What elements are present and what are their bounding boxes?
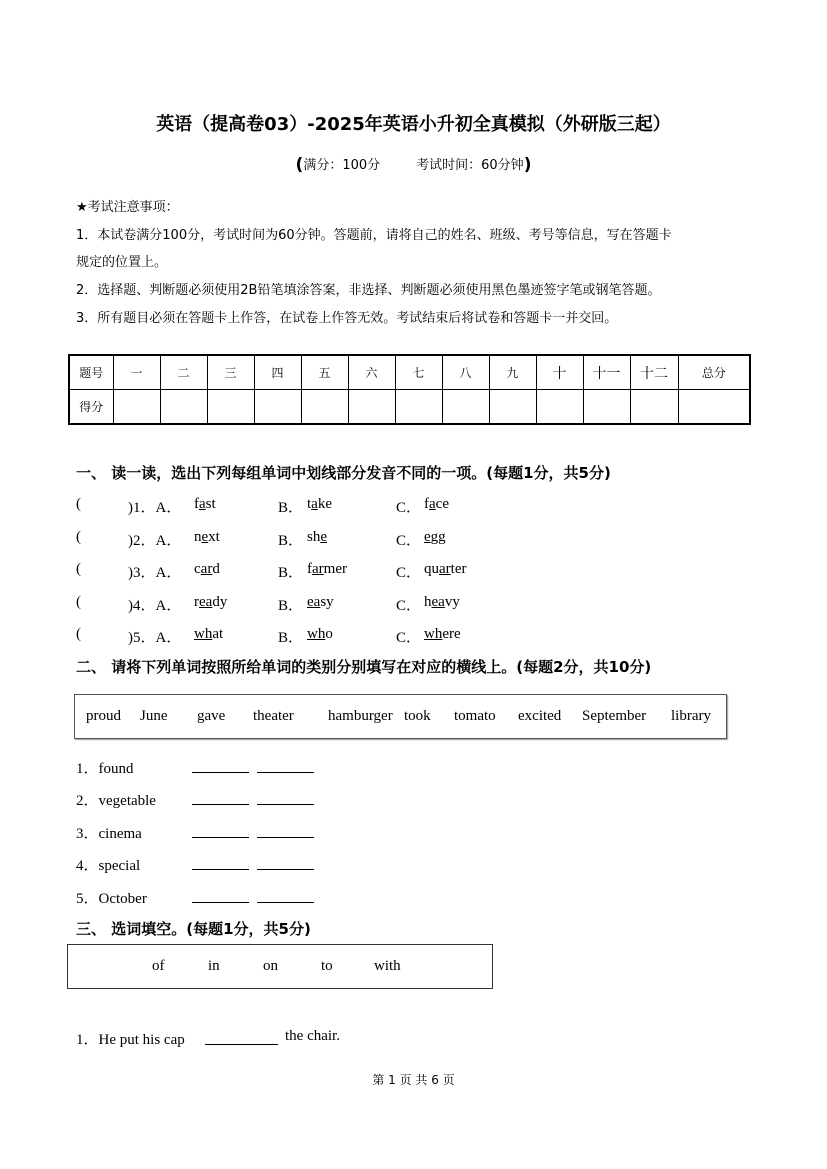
score-cell[interactable]: [207, 390, 254, 425]
option-b: who: [307, 626, 333, 642]
underlined-letters: a: [429, 496, 436, 512]
option-c-label: C．: [396, 565, 422, 581]
score-table-header-row: [69, 355, 750, 390]
row-label: 得分: [69, 390, 113, 425]
word-bank-item: June: [140, 708, 168, 724]
word-bank-item: to: [321, 958, 333, 974]
score-cell[interactable]: [630, 390, 678, 425]
question-number: )3．A．: [128, 565, 182, 581]
notice-item: 3．所有题目必须在答题卡上作答，在试卷上作答无效。考试结束后将试卷和答题卡一并交回。: [76, 311, 618, 326]
word-bank-item: with: [374, 958, 401, 974]
underlined-letters: wh: [424, 626, 443, 642]
answer-paren[interactable]: (: [76, 496, 81, 512]
column-header: 八: [442, 355, 489, 390]
underlined-letters: ea: [307, 594, 321, 610]
answer-blank[interactable]: [192, 902, 249, 903]
section-1-heading: 一、 读一读，选出下列每组单词中划线部分发音不同的一项。(每题1分，共5分): [76, 464, 611, 482]
notice-item: 2．选择题、判断题必须使用2B铅笔填涂答案，非选择、判断题必须使用黑色墨迹签字笔或钢笔答题。: [76, 283, 661, 298]
option-b: easy: [307, 594, 334, 610]
column-header: 七: [395, 355, 442, 390]
word-bank-item: hamburger: [328, 708, 393, 724]
underlined-letters: e: [424, 529, 431, 545]
score-cell[interactable]: [395, 390, 442, 425]
column-header: 十二: [630, 355, 678, 390]
option-b-label: B．: [278, 565, 304, 581]
underlined-letters: e: [320, 529, 328, 545]
full-score: 满分：100分: [303, 158, 381, 173]
answer-paren[interactable]: (: [76, 626, 81, 642]
question-number: )4．A．: [128, 598, 182, 614]
page-number: 第 1 页 共 6 页: [372, 1073, 455, 1087]
option-c: where: [424, 626, 461, 642]
option-b: take: [307, 496, 333, 512]
option-a: fast: [194, 496, 216, 512]
option-c: face: [424, 496, 449, 512]
word-bank-item: took: [404, 708, 431, 724]
answer-blank[interactable]: [257, 804, 314, 805]
column-header: 十: [536, 355, 583, 390]
notice-item: 规定的位置上。: [76, 255, 168, 270]
column-header: 二: [160, 355, 207, 390]
option-c: quarter: [424, 561, 467, 577]
option-c-label: C．: [396, 630, 422, 646]
option-a: next: [194, 529, 220, 545]
underlined-letters: e: [201, 529, 209, 545]
option-a: card: [194, 561, 220, 577]
category-word: 5．October: [76, 891, 147, 907]
score-table-score-row: [69, 390, 750, 425]
exam-info: [0, 154, 827, 175]
answer-blank[interactable]: [192, 837, 249, 838]
word-bank-item: excited: [518, 708, 562, 724]
option-a: what: [194, 626, 224, 642]
answer-blank[interactable]: [205, 1044, 278, 1045]
notice-item: 1．本试卷满分100分，考试时间为60分钟。答题前，请将自己的姓名、班级、考号等信息，写在答题卡: [76, 228, 672, 243]
column-header: 五: [301, 355, 348, 390]
section-2-word-bank: [74, 694, 727, 739]
row-label: 题号: [69, 355, 113, 390]
column-header: 总分: [678, 355, 750, 390]
word-bank-item: proud: [86, 708, 121, 724]
paren-open: (: [295, 155, 304, 175]
question-number: )2．A．: [128, 533, 182, 549]
underlined-letters: ar: [439, 561, 451, 577]
score-cell[interactable]: [442, 390, 489, 425]
underlined-letters: wh: [194, 626, 213, 642]
answer-blank[interactable]: [257, 902, 314, 903]
column-header: 六: [348, 355, 395, 390]
column-header: 四: [254, 355, 301, 390]
score-cell[interactable]: [536, 390, 583, 425]
option-b-label: B．: [278, 533, 304, 549]
underlined-letters: a: [199, 496, 206, 512]
column-header: 一: [113, 355, 160, 390]
option-c-label: C．: [396, 533, 422, 549]
answer-blank[interactable]: [192, 772, 249, 773]
answer-blank[interactable]: [257, 772, 314, 773]
column-header: 三: [207, 355, 254, 390]
score-cell[interactable]: [348, 390, 395, 425]
score-cell[interactable]: [301, 390, 348, 425]
underlined-letters: ar: [312, 561, 324, 577]
word-bank-item: in: [208, 958, 220, 974]
category-word: 1．found: [76, 761, 134, 777]
score-cell[interactable]: [489, 390, 536, 425]
answer-paren[interactable]: (: [76, 594, 81, 610]
underlined-letters: a: [311, 496, 318, 512]
section-2-heading: 二、 请将下列单词按照所给单词的类别分别填写在对应的横线上。(每题2分，共10分): [76, 658, 652, 676]
score-cell[interactable]: [678, 390, 750, 425]
word-bank-item: library: [671, 708, 711, 724]
answer-blank[interactable]: [257, 869, 314, 870]
option-b-label: B．: [278, 598, 304, 614]
page-title: 英语（提高卷03）-2025年英语小升初全真模拟（外研版三起）: [156, 114, 671, 135]
underlined-letters: ea: [199, 594, 213, 610]
answer-blank[interactable]: [192, 869, 249, 870]
question-number: )5．A．: [128, 630, 182, 646]
answer-blank[interactable]: [257, 837, 314, 838]
score-cell[interactable]: [583, 390, 630, 425]
answer-paren[interactable]: (: [76, 561, 81, 577]
category-word: 3．cinema: [76, 826, 142, 842]
option-a: ready: [194, 594, 228, 610]
word-bank-item: gave: [197, 708, 226, 724]
option-b: farmer: [307, 561, 347, 577]
score-cell[interactable]: [254, 390, 301, 425]
paren-close: ): [523, 155, 532, 175]
underlined-letters: wh: [307, 626, 326, 642]
option-c: egg: [424, 529, 446, 545]
question-number: )1．A．: [128, 500, 182, 516]
option-c-label: C．: [396, 500, 422, 516]
option-b: she: [307, 529, 328, 545]
score-table: [68, 354, 751, 425]
section-3-word-bank: [67, 944, 493, 989]
word-bank-item: September: [582, 708, 647, 724]
notice-heading: ★考试注意事项：: [76, 200, 179, 215]
score-cell[interactable]: [160, 390, 207, 425]
word-bank-item: theater: [253, 708, 294, 724]
question-text-after: the chair.: [285, 1028, 340, 1044]
column-header: 十一: [583, 355, 630, 390]
score-cell[interactable]: [113, 390, 160, 425]
underlined-letters: ea: [431, 594, 445, 610]
underlined-letters: ar: [200, 561, 213, 577]
word-bank-item: tomato: [454, 708, 496, 724]
column-header: 九: [489, 355, 536, 390]
question-text-before: 1．He put his cap: [76, 1032, 185, 1048]
word-bank-item: on: [263, 958, 278, 974]
option-b-label: B．: [278, 500, 304, 516]
answer-paren[interactable]: (: [76, 529, 81, 545]
word-bank-item: of: [152, 958, 165, 974]
section-3-heading: 三、 选词填空。(每题1分，共5分): [76, 920, 311, 938]
exam-time: 考试时间：60分钟: [416, 158, 524, 173]
option-c: heavy: [424, 594, 460, 610]
category-word: 2．vegetable: [76, 793, 156, 809]
category-word: 4．special: [76, 858, 141, 874]
answer-blank[interactable]: [192, 804, 249, 805]
option-b-label: B．: [278, 630, 304, 646]
option-c-label: C．: [396, 598, 422, 614]
